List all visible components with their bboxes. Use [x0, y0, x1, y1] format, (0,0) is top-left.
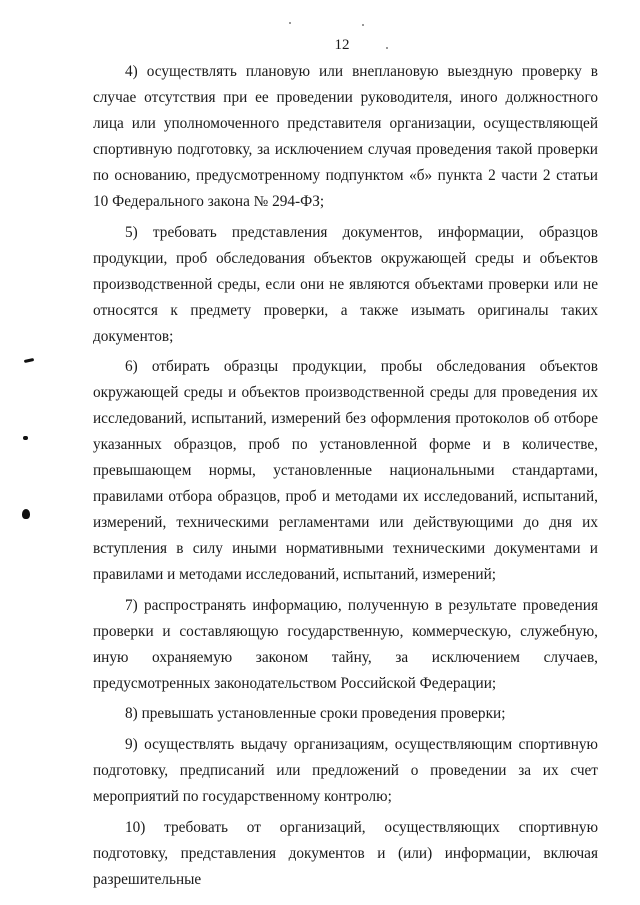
- scan-speck: [362, 24, 364, 26]
- scan-speck: [289, 22, 291, 24]
- document-body: [93, 59, 598, 897]
- scan-speck: [386, 47, 388, 49]
- paragraph-item-8: 8) превышать установленные сроки проведения проверки;: [125, 705, 506, 723]
- scan-mark: [22, 509, 30, 519]
- page-number: 12: [334, 37, 350, 53]
- paragraph-item-10: 10) требовать от организаций, осуществляющих спортивную подготовку, представления документов и (или) информации, включая разрешительные: [93, 818, 598, 888]
- paragraph-item-5: 5) требовать представления документов, информации, образцов продукции, проб обследования объектов окружающей среды и объектов производственной среды, если они не являются объектами проверки или не относятся к предмету проверки, а также изымать оригиналы таких документов;: [93, 223, 598, 345]
- paragraph-item-4: 4) осуществлять плановую или внеплановую выездную проверку в случае отсутствия при ее проведении руководителя, иного должностного лица или уполномоченного представителя организации, осуществляющей спортивную подготовку, за исключением случая проведения такой проверки по основанию, предусмотренному подпунктом «б» пункта 2 части 2 статьи 10 Федерального закона № 294-ФЗ;: [93, 63, 598, 210]
- paragraph-item-6: 6) отбирать образцы продукции, пробы обследования объектов окружающей среды и объектов производственной среды для проведения их исследований, испытаний, измерений без оформления протоколов об отборе указанных образцов, проб по установленной форме и в количестве, превышающем нормы, установленные национальными стандартами, правилами отбора образцов, проб и методами их исследований, испытаний, измерений, техническими регламентами или действующими до дня их вступления в силу иными нормативными техническими документами и правилами и методами исследований, испытаний, измерений;: [93, 358, 598, 584]
- scan-mark: [24, 358, 34, 363]
- scan-mark: [23, 436, 28, 440]
- paragraph-item-9: 9) осуществлять выдачу организациям, осуществляющим спортивную подготовку, предписаний или предложений о проведении за их счет мероприятий по государственному контролю;: [93, 735, 598, 805]
- paragraph-item-7: 7) распространять информацию, полученную в результате проведения проверки и составляющую государственную, коммерческую, служебную, иную охраняемую законом тайну, за исключением случаев, предусмотренных законодательством Российской Федерации;: [93, 596, 598, 692]
